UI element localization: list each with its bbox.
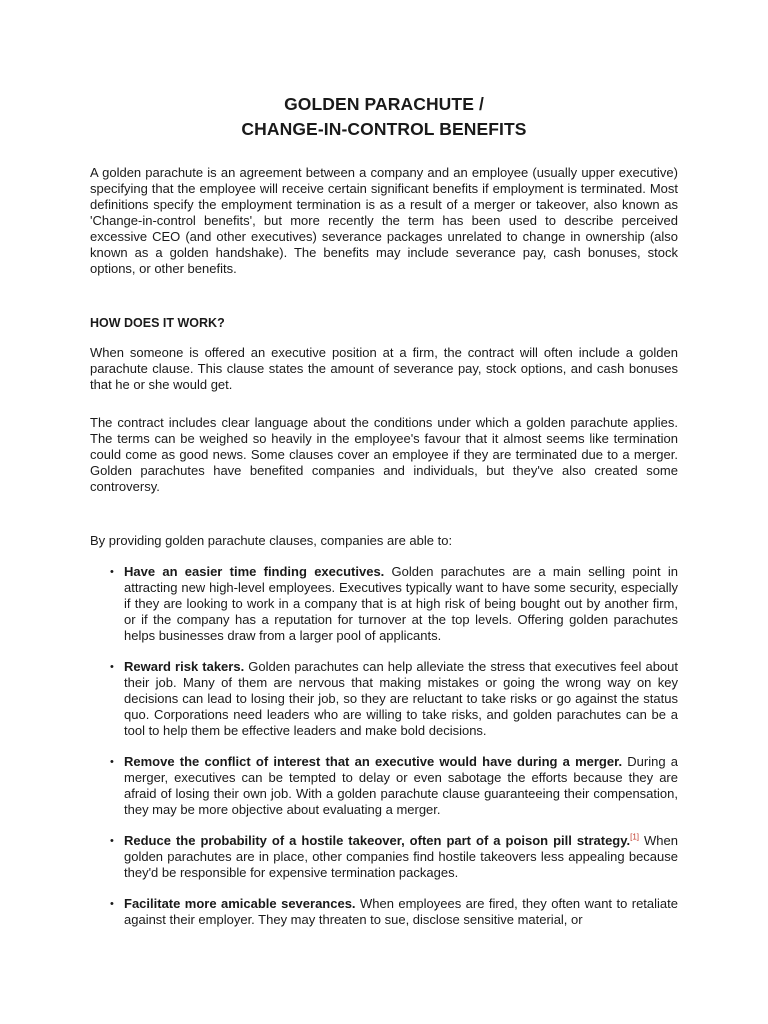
list-item (90, 754, 678, 818)
list-item (90, 564, 678, 644)
bullet-icon: • (110, 756, 114, 768)
bullet-icon: • (110, 566, 114, 578)
benefit-title: Have an easier time finding executives. (124, 564, 385, 579)
title-line-2: CHANGE-IN-CONTROL BENEFITS (241, 119, 527, 139)
benefit-text: When employees are fired, they often want to retaliate against their employer. They may threaten to sue, disclose sensitive material, or (124, 896, 679, 927)
intro-paragraph: A golden parachute is an agreement between a company and an employee (usually upper executive) specifying that the employee will receive certain significant benefits if employment is terminated. Most definitions specify the employment termination is as a result of a merger or takeover, also known as 'Change-in-control benefits', but more recently the term has been used to describe perceived excessive CEO (and other executives) severance packages unrelated to change in ownership (also known as a golden handshake). The benefits may include severance pay, cash bonuses, stock options, or other benefits. (90, 165, 678, 276)
benefit-text: Golden parachutes are a main selling point in attracting new high-level employees. Executives typically want to have some security, especially if they are looking to work in a company that is at high risk of being bought out by another firm, or if the company has a reputation for turnover at the top levels. Offering golden parachutes helps businesses draw from a larger pool of applicants. (124, 564, 678, 643)
section-heading: HOW DOES IT WORK? (90, 316, 225, 330)
benefit-text: When golden parachutes are in place, other companies find hostile takeovers less appealing because they'd be responsible for expensive termination packages. (124, 833, 678, 880)
body-paragraph-2: The contract includes clear language about the conditions under which a golden parachute applies. The terms can be weighed so heavily in the employee's favour that it almost seems like termination could come as good news. Some clauses cover an employee if they are terminated due to a merger. Golden parachutes have benefited companies and individuals, but they've also created some controversy. (90, 415, 678, 494)
benefit-title: Remove the conflict of interest that an executive would have during a merger. (124, 754, 623, 769)
bullet-icon: • (110, 661, 114, 673)
benefit-title: Reduce the probability of a hostile takeover, often part of a poison pill strategy. (124, 833, 631, 848)
benefits-lead-in: By providing golden parachute clauses, companies are able to: (90, 533, 453, 548)
benefit-text: During a merger, executives can be tempted to delay or even sabotage the efforts because they are afraid of losing their own job. With a golden parachute clause guaranteeing their compensation, they may be more objective about evaluating a merger. (124, 754, 678, 817)
document-title (90, 92, 678, 142)
bullet-icon: • (110, 898, 114, 910)
list-item (90, 896, 678, 928)
bullet-icon: • (110, 835, 114, 847)
list-item (90, 659, 678, 739)
list-item (90, 833, 678, 881)
benefit-title: Reward risk takers. (124, 659, 245, 674)
footnote-reference-link[interactable]: [1] (630, 832, 640, 842)
document-page (90, 92, 678, 943)
body-paragraph-1: When someone is offered an executive position at a firm, the contract will often include a golden parachute clause. This clause states the amount of severance pay, stock options, and cash bonuses that he or she would get. (90, 345, 678, 392)
title-line-1: GOLDEN PARACHUTE / (284, 94, 484, 114)
benefit-title: Facilitate more amicable severances. (124, 896, 356, 911)
benefit-text: Golden parachutes can help alleviate the stress that executives feel about their job. Many of them are nervous that making mistakes or going the wrong way on key decisions can lead to losing their job, so they are reluctant to take risks or go against the status quo. Corporations need leaders who are willing to take risks, and golden parachutes can be a tool to help them be effective leaders and make bold decisions. (124, 659, 679, 738)
benefits-list (90, 564, 678, 928)
